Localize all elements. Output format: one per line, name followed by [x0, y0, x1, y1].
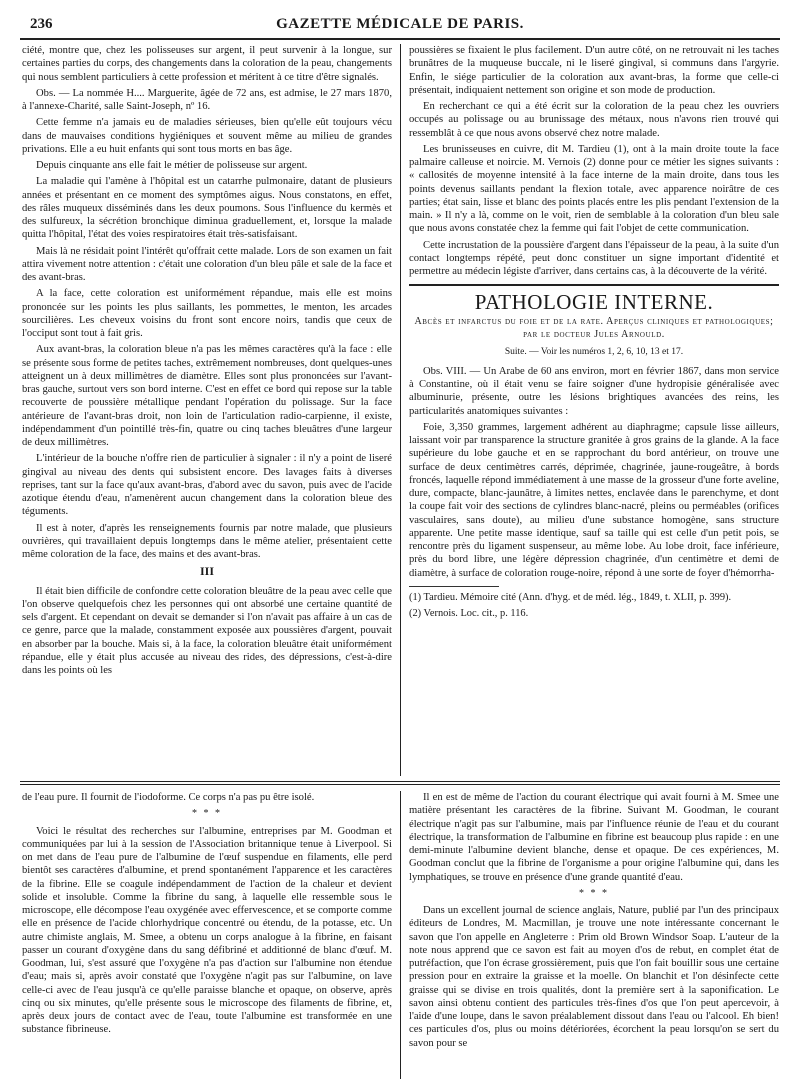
article-continuation-note: Suite. — Voir les numéros 1, 2, 6, 10, 13 et 17. — [504, 346, 684, 357]
paragraph: de l'eau pure. Il fournit de l'iodoforme. Ce corps n'a pas pu être isolé. — [22, 792, 315, 803]
separator-stars: * * * — [192, 808, 222, 820]
footnote: (2) Vernois. Loc. cit., p. 116. — [409, 607, 529, 619]
section-number: III — [199, 564, 214, 579]
section-rule — [409, 284, 779, 288]
observation-paragraph: Obs. — La nommée H.... Marguerite, âgée de 72 ans, est admise, le 27 mars 1870, à l'annexe-Charité, salle Saint-Joseph, nº 16. — [22, 87, 392, 112]
paragraph: Cette femme n'a jamais eu de maladies sérieuses, bien qu'elle eût toujours vécu dans de mauvaises conditions hygiéniques et souvent même au milieu de grandes privations. Elle a eu huit enfants qui sont tous morts en bas âge. — [22, 117, 392, 155]
paragraph: Il est à noter, d'après les renseignements fournis par notre malade, que plusieurs ouvrières, qui travaillaient depuis longtemps dans le même atelier, présentaient cette même coloration de la face, des mains et des avant-bras. — [22, 522, 392, 560]
bottom-left-column — [22, 791, 392, 1081]
paragraph: poussières se fixaient le plus facilement. D'un autre côté, on ne retrouvait ni les taches brunâtres de la muqueuse buccale, ni le liseré gingival, si communs dans l'argyrie. Enfin, le siége particulier de la coloration aux avant-bras, la forme que celle-ci présentait, indiquaient nettement son origine et son mode de production. — [409, 45, 779, 96]
paragraph: Il en est de même de l'action du courant électrique qui avait fourni à M. Smee une matière présentant les caractères de la fibrine. Suivant M. Goodman, le courant électrique n'agit pas sur l'albumine, mais par l'influence réunie de l'eau et du courant électrique, la transformation de l'albumine en fibrine est beaucoup plus rapide : en une demi-minute l'albumine devient blanche, dense et opaque. De ces expériences, M. Goodman conclut que la fibrine de l'organisme a pour origine l'albumine qui, dans les lymphatiques, se trouve en présence d'une grande quantité d'eau. — [409, 792, 779, 883]
article-subtitle: Abcès et infarctus du foie et de la rate. Aperçus cliniques et pathologiques; par le docteur Jules Arnould. — [414, 315, 774, 340]
paragraph: ciété, montre que, chez les polisseuses sur argent, il peut survenir à la longue, sur certaines parties du corps, des changements dans la coloration de la peau, changements qui nous semblent particuliers à cette profession et méritent à ce titre d'être signalés. — [22, 45, 392, 83]
journal-title: GAZETTE MÉDICALE DE PARIS. — [276, 16, 524, 32]
paragraph: Foie, 3,350 grammes, largement adhérent au diaphragme; capsule lisse ailleurs, laissant voir par transparence la structure granitée à gros grains de la glande. A la face supérieure du lobe gauche et en se rapprochant du bord antérieur, on trouve une surface de deux centimètres carrés, déprimée, chagrinée, jaune-rougeâtre, à bords froncés, laquelle répond immédiatement à une masse de la grosseur d'une forte aveline, dure, compacte, blanc-jaunâtre, à limites nettes, enclavée dans le parenchyme, et dont la coupe fait voir des sections de cylindres blanc-nacré, pleins ou perméables (orifices vasculaires, sans doute), au milieu d'une substance homogène, sans structure apparente. Une petite masse identique, sauf sa taille qui est celle d'un petit pois, se rencontre près du ligament suspenseur, au même lobe. Au lobe droit, face inférieure, près du bord libre, une légère dépression chagrinée, d'un centimètre et demi de diamètre, à surface de coloration rouge-noire, répond à une sorte de foyer d'hémorrha- — [409, 421, 779, 579]
page-number: 236 — [30, 16, 53, 32]
paragraph: Il était bien difficile de confondre cette coloration bleuâtre de la peau avec celle que l'on observe quelquefois chez les personnes qui ont absorbé une certaine quantité de sels d'argent. Et cependant on devait se demander si l'on n'avait pas affaire à un cas de ce genre, parce que la malade, constamment exposée aux poussières d'argent, pouvait en absorber par la bouche. Mais si, à la face, la coloration bleuâtre était uniformément répandue, elle y était plus accusée au niveau des rides, des dépressions, c'est-à-dire dans les points où les — [22, 585, 392, 676]
paragraph: Voici le résultat des recherches sur l'albumine, entreprises par M. Goodman et communiquées par lui à la session de l'Association britannique tenue à Liverpool. Si on met dans de l'eau pure de l'albumine de l'œuf suspendue en filaments, elle perd bientôt ses caractères d'albumine, et prend spontanément l'apparence et les caractères de la fibrine. Elle se coagule indépendamment de l'action de la chaleur et devient solide et insoluble. Comme la fibrine du sang, à laquelle elle ressemble sous le microscope, elle décompose l'eau oxygénée avec effervescence, et se comporte comme elle en présence de l'acide chlorhydrique concentré ou étendu, de la potasse, etc. Un autre chimiste anglais, M. Smee, a obtenu un corps analogue à la fibrine, en faisant passer un courant d'oxygène dans du sang défibriné et additionné de blanc d'œuf. M. Goodman, lui, s'est assuré que l'oxygène n'a pas d'action sur l'albumine non étendue d'eau; mais si, après avoir constaté que l'oxygène n'agit pas sur l'albumine, on lave celle-ci avec de l'eau jusqu'à ce qu'elle paraisse blanche et opaque, on observe, après cinq ou six minutes, qu'elle présente sous le microscope des filaments de fibrine, et, après deux jours de contact avec de l'eau, toute l'albumine est transformée en une substance fibrineuse. — [22, 825, 392, 1036]
page-header — [20, 14, 780, 36]
section-title: PATHOLOGIE INTERNE. — [474, 290, 714, 315]
horizontal-separator — [20, 784, 780, 785]
paragraph: La maladie qui l'amène à l'hôpital est un catarrhe pulmonaire, datant de plusieurs années et présentant en ce moment des symptômes aigus. Nous constatons, en effet, des râles muqueux disséminés dans les deux poumons. Sous l'influence du kermès et des sulfureux, la sécrétion bronchique diminua graduellement, et, lorsque la malade quitta l'hôpital, l'état des voies respiratoires était très-satisfaisant. — [22, 176, 392, 241]
horizontal-separator — [20, 781, 780, 782]
paragraph: Dans un excellent journal de science anglais, Nature, publié par l'un des principaux éditeurs de Londres, M. Macmillan, je trouve une note intéressante concernant le savon que l'on appelle en Angleterre : Prim old Brown Windsor Soap. L'auteur de la note nous apprend que ce savon est fait au moyen d'os de rebut, en complet état de putréfaction, que l'on écrase grossièrement, puis que l'on fait bouillir sous une certaine pression pour en extraire la graisse et la moelle. On blanchit et l'on désinfecte cette graisse qui se divise en trois qualités, dont la première sert à la saponification. Le savon ainsi obtenu contient des particules très-fines d'os que l'on peut apercevoir, à l'aide d'une loupe, dans le savon préalablement dissout dans l'eau ou l'alcool. Eh bien! ces particules d'os, plus ou moins détériorées, écorchent la peau lorsqu'on se sert du savon pour se — [409, 905, 779, 1049]
paragraph: L'intérieur de la bouche n'offre rien de particulier à signaler : il n'y a point de liseré gingival au niveau des dents qui subsistent encore. Des lavages faits à diverses reprises, tant sur la face qu'aux avant-bras, d'abord avec du savon, puis avec de l'acide azotique étendu d'eau, n'amenèrent aucun changement dans la coloration bleue des téguments. — [22, 453, 392, 518]
paragraph: Aux avant-bras, la coloration bleue n'a pas les mêmes caractères qu'à la face : elle se présente sous forme de petites taches, extrêmement nombreuses, dont quelques-unes atteignent un à deux millimètres de diamètre. Elles sont plus prononcées sur l'avant-bras gauche, surtout vers son bord interne. C'est en effet ce bord qui repose sur la table recouverte de poussière métallique pendant l'opération du polissage. Sur la face antérieure de l'avant-bras droit, non loin de l'articulation radio-carpienne, il existe, indépendamment d'un pointillé très-fin, quatre ou cinq taches bleuâtres d'une largeur de deux millimètres. — [22, 344, 392, 448]
top-right-column — [409, 44, 779, 778]
top-left-column — [22, 44, 392, 778]
paragraph: Depuis cinquante ans elle fait le métier de polisseuse sur argent. — [36, 160, 308, 171]
footnote-rule — [409, 586, 499, 587]
paragraph: A la face, cette coloration est uniformément répandue, mais elle est moins prononcée sur les points les plus saillants, les pommettes, le menton, les arcades sourcilières. Les cheveux voisins du front sont encore noirs, tandis que ceux de l'occiput sont tout à fait gris. — [22, 288, 392, 339]
column-divider-top — [400, 44, 401, 776]
column-divider-bottom — [400, 791, 401, 1079]
header-rule — [20, 38, 780, 40]
observation-paragraph: Obs. VIII. — Un Arabe de 60 ans environ, mort en février 1867, dans mon service à Constantine, où il était venu se faire soigner d'une hydropisie généralisée avec albuminurie, présente, outre les lésions brightiques avancées des reins, les particularités anatomiques suivantes : — [409, 365, 779, 417]
paragraph: Cette incrustation de la poussière d'argent dans l'épaisseur de la peau, à la suite d'un contact longtemps répété, peut donc constituer un signe important d'identité et permettre au médecin légiste d'arriver, dans certains cas, à la découverte de la vérité. — [409, 239, 779, 277]
paragraph: En recherchant ce qui a été écrit sur la coloration de la peau chez les ouvriers occupés au polissage ou au brunissage des métaux, nous n'avons rien trouvé qui ressemblât à ce que nous avons observé chez notre malade. — [409, 101, 779, 139]
separator-stars: * * * — [579, 887, 609, 899]
bottom-right-column — [409, 791, 779, 1081]
paragraph: Les brunisseuses en cuivre, dit M. Tardieu (1), ont à la main droite toute la face palmaire calleuse et noircie. M. Vernois (2) donne pour ce métier les signes suivants : « callosités de moyenne intensité à la face interne de la main droite, dans tous les points devenus saillants pendant la flexion totale, avec apparence noirâtre de ces parties; état sain, lisse et blanc des points placés entre les plis pendant l'extension de la main. » Il n'y a là, comme on le voit, rien de semblable à la coloration d'un bleu sale que nous avons constatée chez la femme qui fait l'objet de cette communication. — [409, 143, 779, 235]
footnote: (1) Tardieu. Mémoire cité (Ann. d'hyg. et de méd. lég., 1849, t. XLII, p. 399). — [409, 591, 732, 603]
paragraph: Mais là ne résidait point l'intérêt qu'offrait cette malade. Lors de son examen un fait attira vivement notre attention : c'était une coloration d'un bleu pâle et sale de la face et des avant-bras. — [22, 245, 392, 283]
